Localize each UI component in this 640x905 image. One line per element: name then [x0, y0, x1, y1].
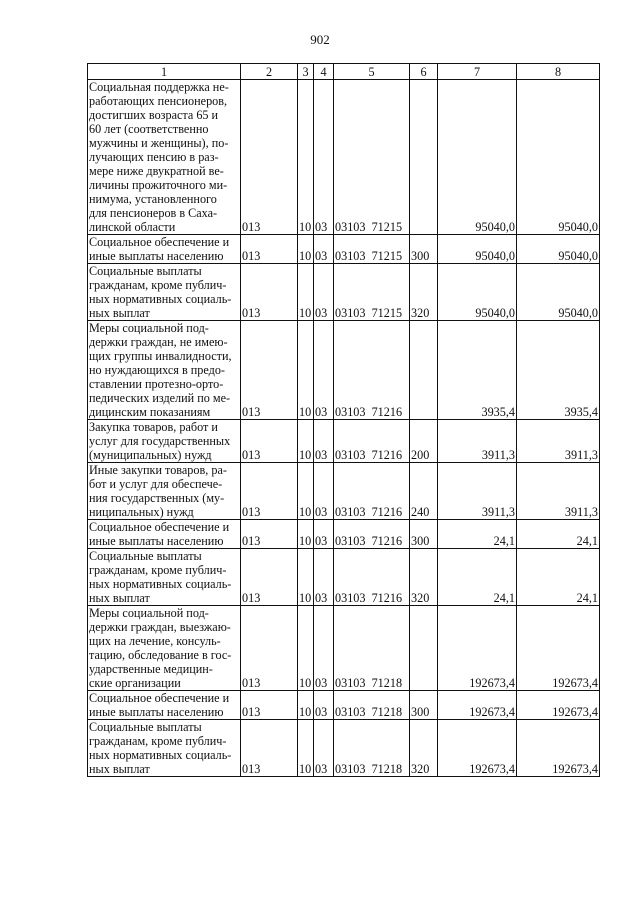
row-name-line: Социальное обеспечение и	[89, 691, 230, 705]
target-article-cell: 03103 71216	[334, 463, 410, 520]
row-name-cell	[88, 463, 241, 520]
row-name-line: Социальное обеспечение и	[89, 235, 230, 249]
amount-cell: 3911,3	[438, 420, 517, 463]
expense-type-cell: 200	[410, 420, 438, 463]
amount-cell: 192673,4	[438, 720, 517, 777]
row-name-cell	[88, 549, 241, 606]
amount-cell: 192673,4	[438, 691, 517, 720]
target-article-cell: 03103 71218	[334, 720, 410, 777]
admin-code-cell: 013	[241, 463, 298, 520]
expense-type-cell: 300	[410, 520, 438, 549]
subsection-cell: 03	[314, 606, 334, 691]
amount-total-cell: 95040,0	[517, 80, 600, 235]
table-row	[88, 80, 600, 235]
budget-table	[87, 63, 600, 777]
row-name-cell	[88, 606, 241, 691]
row-name-line: 60 лет (соответственно	[89, 122, 209, 136]
expense-type-cell: 300	[410, 235, 438, 264]
row-name-line: ных выплат	[89, 762, 150, 776]
row-name-line: ных выплат	[89, 306, 150, 320]
row-name-line: ных нормативных социаль-	[89, 292, 232, 306]
column-header-1: 1	[88, 64, 241, 80]
row-name-line: линской области	[89, 220, 176, 234]
amount-cell: 95040,0	[438, 264, 517, 321]
column-header-4: 4	[314, 64, 334, 80]
amount-cell: 95040,0	[438, 80, 517, 235]
row-name-line: Иные закупки товаров, ра-	[89, 463, 227, 477]
row-name-line: ния государственных (му-	[89, 491, 225, 505]
row-name-line: держки граждан, не имею-	[89, 335, 228, 349]
amount-total-cell: 192673,4	[517, 691, 600, 720]
expense-type-cell: 240	[410, 463, 438, 520]
target-article-cell: 03103 71216	[334, 549, 410, 606]
header-row	[88, 64, 600, 80]
column-header-8: 8	[517, 64, 600, 80]
admin-code-cell: 013	[241, 420, 298, 463]
row-name-line: бот и услуг для обеспече-	[89, 477, 223, 491]
target-article-cell: 03103 71216	[334, 420, 410, 463]
expense-type-cell: 300	[410, 691, 438, 720]
column-header-6: 6	[410, 64, 438, 80]
row-name-line: нимума, установленного	[89, 192, 217, 206]
section-cell: 10	[298, 235, 314, 264]
amount-total-cell: 24,1	[517, 520, 600, 549]
admin-code-cell: 013	[241, 80, 298, 235]
row-name-line: гражданам, кроме публич-	[89, 278, 227, 292]
row-name-line: ных нормативных социаль-	[89, 577, 232, 591]
target-article-cell: 03103 71215	[334, 235, 410, 264]
section-cell: 10	[298, 321, 314, 420]
expense-type-cell: 320	[410, 549, 438, 606]
amount-cell: 95040,0	[438, 235, 517, 264]
admin-code-cell: 013	[241, 264, 298, 321]
table-row	[88, 420, 600, 463]
row-name-line: Социальные выплаты	[89, 549, 202, 563]
target-article-cell: 03103 71215	[334, 80, 410, 235]
subsection-cell: 03	[314, 235, 334, 264]
amount-cell: 3911,3	[438, 463, 517, 520]
amount-total-cell: 3911,3	[517, 463, 600, 520]
row-name-line: ных нормативных социаль-	[89, 748, 232, 762]
row-name-line: иные выплаты населению	[89, 249, 224, 263]
row-name-line: щих группы инвалидности,	[89, 349, 232, 363]
row-name-line: Социальное обеспечение и	[89, 520, 230, 534]
table-row	[88, 264, 600, 321]
amount-total-cell: 95040,0	[517, 264, 600, 321]
row-name-line: тацию, обследование в гос-	[89, 648, 232, 662]
column-header-5: 5	[334, 64, 410, 80]
row-name-line: иные выплаты населению	[89, 534, 224, 548]
row-name-line: личины прожиточного ми-	[89, 178, 228, 192]
table-row	[88, 235, 600, 264]
table-body	[88, 80, 600, 777]
amount-total-cell: 3911,3	[517, 420, 600, 463]
section-cell: 10	[298, 549, 314, 606]
row-name-cell	[88, 520, 241, 549]
amount-total-cell: 95040,0	[517, 235, 600, 264]
row-name-line: мужчины и женщины), по-	[89, 136, 229, 150]
amount-total-cell: 24,1	[517, 549, 600, 606]
row-name-cell	[88, 420, 241, 463]
row-name-line: для пенсионеров в Саха-	[89, 206, 218, 220]
subsection-cell: 03	[314, 80, 334, 235]
table-row	[88, 321, 600, 420]
admin-code-cell: 013	[241, 720, 298, 777]
row-name-line: держки граждан, выезжаю-	[89, 620, 231, 634]
amount-total-cell: 3935,4	[517, 321, 600, 420]
section-cell: 10	[298, 720, 314, 777]
subsection-cell: 03	[314, 520, 334, 549]
row-name-cell	[88, 264, 241, 321]
amount-cell: 24,1	[438, 520, 517, 549]
admin-code-cell: 013	[241, 549, 298, 606]
subsection-cell: 03	[314, 720, 334, 777]
table-row	[88, 520, 600, 549]
amount-cell: 24,1	[438, 549, 517, 606]
admin-code-cell: 013	[241, 235, 298, 264]
column-header-7: 7	[438, 64, 517, 80]
expense-type-cell: 320	[410, 720, 438, 777]
table-row	[88, 606, 600, 691]
target-article-cell: 03103 71216	[334, 321, 410, 420]
table-row	[88, 691, 600, 720]
admin-code-cell: 013	[241, 691, 298, 720]
row-name-line: Закупка товаров, работ и	[89, 420, 218, 434]
row-name-line: услуг для государственных	[89, 434, 231, 448]
table-row	[88, 549, 600, 606]
table-row	[88, 463, 600, 520]
admin-code-cell: 013	[241, 321, 298, 420]
amount-total-cell: 192673,4	[517, 720, 600, 777]
row-name-line: иные выплаты населению	[89, 705, 224, 719]
subsection-cell: 03	[314, 420, 334, 463]
row-name-line: но нуждающихся в предо-	[89, 363, 225, 377]
row-name-line: гражданам, кроме публич-	[89, 734, 227, 748]
expense-type-cell	[410, 80, 438, 235]
page-number: 902	[310, 32, 330, 47]
expense-type-cell	[410, 606, 438, 691]
row-name-line: Социальные выплаты	[89, 264, 202, 278]
row-name-line: дицинским показаниям	[89, 405, 211, 419]
subsection-cell: 03	[314, 463, 334, 520]
table-row	[88, 720, 600, 777]
row-name-line: лучающих пенсию в раз-	[89, 150, 219, 164]
target-article-cell: 03103 71218	[334, 691, 410, 720]
row-name-line: ставлении протезно-орто-	[89, 377, 224, 391]
target-article-cell: 03103 71218	[334, 606, 410, 691]
section-cell: 10	[298, 691, 314, 720]
row-name-line: Меры социальной под-	[89, 321, 209, 335]
row-name-line: Меры социальной под-	[89, 606, 209, 620]
row-name-line: Социальные выплаты	[89, 720, 202, 734]
row-name-cell	[88, 80, 241, 235]
row-name-line: мере ниже двукратной ве-	[89, 164, 224, 178]
admin-code-cell: 013	[241, 520, 298, 549]
row-name-cell	[88, 691, 241, 720]
subsection-cell: 03	[314, 691, 334, 720]
row-name-line: работающих пенсионеров,	[89, 94, 228, 108]
row-name-cell	[88, 720, 241, 777]
subsection-cell: 03	[314, 549, 334, 606]
row-name-line: гражданам, кроме публич-	[89, 563, 227, 577]
column-header-3: 3	[298, 64, 314, 80]
row-name-line: ударственные медицин-	[89, 662, 213, 676]
row-name-cell	[88, 235, 241, 264]
amount-cell: 3935,4	[438, 321, 517, 420]
expense-type-cell	[410, 321, 438, 420]
section-cell: 10	[298, 420, 314, 463]
amount-total-cell: 192673,4	[517, 606, 600, 691]
section-cell: 10	[298, 80, 314, 235]
row-name-line: Социальная поддержка не-	[89, 80, 229, 94]
subsection-cell: 03	[314, 264, 334, 321]
section-cell: 10	[298, 463, 314, 520]
row-name-line: ных выплат	[89, 591, 150, 605]
expense-type-cell: 320	[410, 264, 438, 321]
row-name-line: педических изделий по ме-	[89, 391, 231, 405]
section-cell: 10	[298, 520, 314, 549]
row-name-line: ниципальных) нужд	[89, 505, 194, 519]
section-cell: 10	[298, 264, 314, 321]
row-name-line: достигших возраста 65 и	[89, 108, 219, 122]
column-header-2: 2	[241, 64, 298, 80]
section-cell: 10	[298, 606, 314, 691]
row-name-line: (муниципальных) нужд	[89, 448, 212, 462]
row-name-line: ские организации	[89, 676, 181, 690]
target-article-cell: 03103 71216	[334, 520, 410, 549]
amount-cell: 192673,4	[438, 606, 517, 691]
target-article-cell: 03103 71215	[334, 264, 410, 321]
subsection-cell: 03	[314, 321, 334, 420]
row-name-line: щих на лечение, консуль-	[89, 634, 221, 648]
admin-code-cell: 013	[241, 606, 298, 691]
row-name-cell	[88, 321, 241, 420]
